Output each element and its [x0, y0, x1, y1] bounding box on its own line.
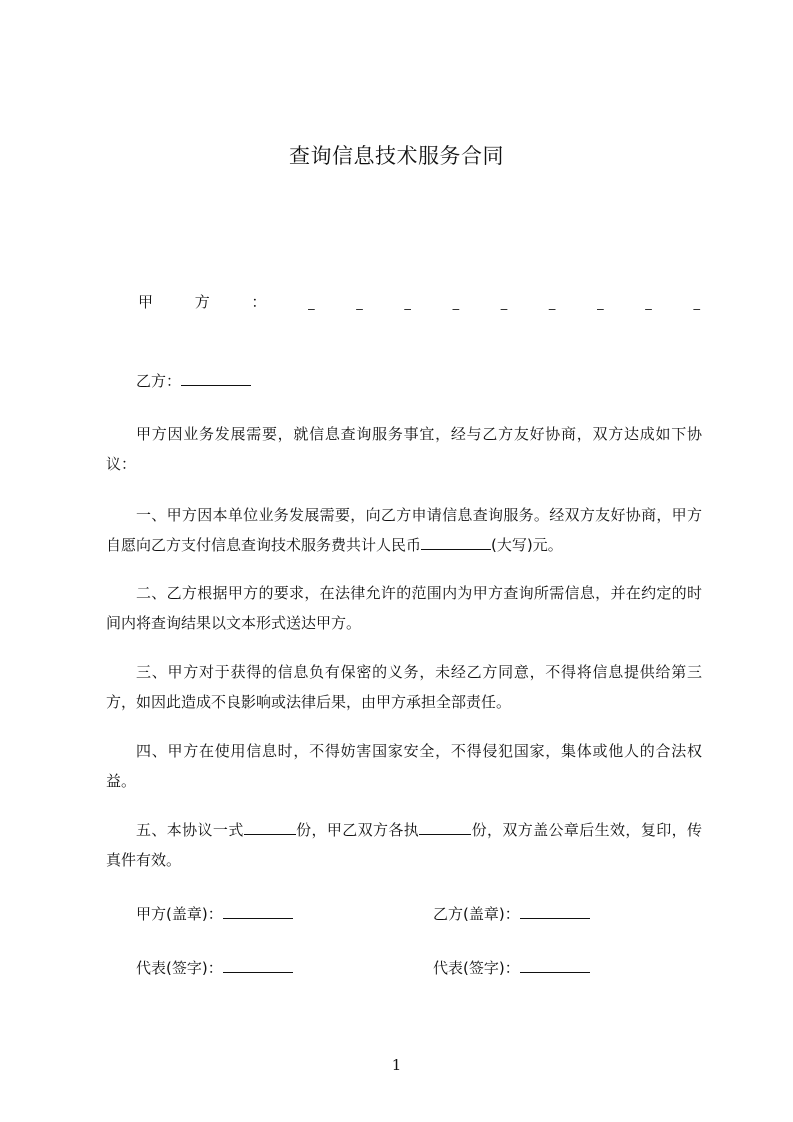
clause-5-part-2: 份，甲乙双方各执	[295, 821, 420, 839]
party-a-blank-dash: _	[693, 296, 700, 311]
party-a-line	[138, 290, 700, 316]
party-b-seal-label: 乙方(盖章)：	[433, 905, 520, 923]
party-a-blank-dash: _	[452, 296, 460, 311]
clause-3: 三、甲方对于获得的信息负有保密的义务，未经乙方同意，不得将信息提供给第三方，如因此造成不良影响或法律后果，由甲方承担全部责任。	[106, 663, 702, 711]
clause-1	[106, 500, 702, 560]
clause-1-text-after: (大写)元。	[491, 536, 563, 554]
party-a-blank-dash: _	[597, 296, 604, 311]
party-a-blank-dash: _	[356, 296, 363, 311]
party-a-seal-label: 甲方(盖章)：	[136, 905, 223, 923]
rep-b-sign-blank	[520, 958, 590, 973]
clause-5	[106, 815, 702, 875]
document-title: 查询信息技术服务合同	[289, 144, 504, 168]
party-a-seal-blank	[223, 904, 293, 919]
clause-5-part-3: 份，双方盖公章后生效，复印，传真件有效。	[106, 821, 702, 869]
intro-paragraph: 甲方因业务发展需要，就信息查询服务事宜，经与乙方友好协商，双方达成如下协议：	[106, 425, 702, 473]
party-a-blank-dash: _	[500, 296, 508, 311]
fee-amount-blank	[421, 535, 491, 550]
party-a-blank-dash: _	[548, 296, 556, 311]
party-a-blank-dash: _	[645, 296, 652, 311]
party-b-seal-line	[433, 902, 590, 926]
party-a-char-2: 方	[194, 293, 210, 311]
party-b-seal-blank	[520, 904, 590, 919]
party-a-blank-dash: _	[404, 296, 411, 311]
clause-1-text-before: 一、甲方因本单位业务发展需要，向乙方申请信息查询服务。经双方友好协商，甲方自愿向乙方支付信息查询技术服务费共计人民币	[106, 506, 702, 554]
rep-a-sign-line	[136, 956, 293, 980]
party-b-blank	[181, 371, 251, 386]
party-a-seal-line	[136, 902, 293, 926]
party-a-char-1: 甲	[138, 293, 154, 311]
rep-a-sign-blank	[223, 958, 293, 973]
rep-a-sign-label: 代表(签字)：	[136, 959, 223, 977]
copies-each-blank	[419, 820, 471, 835]
party-b-label: 乙方：	[136, 372, 182, 390]
clause-2: 二、乙方根据甲方的要求，在法律允许的范围内为甲方查询所需信息，并在约定的时间内将查询结果以文本形式送达甲方。	[106, 584, 702, 632]
rep-b-sign-line	[433, 956, 590, 980]
copies-total-blank	[244, 820, 296, 835]
page-number: 1	[391, 1056, 402, 1074]
party-a-blank-dash: _	[308, 296, 315, 311]
rep-b-sign-label: 代表(签字)：	[433, 959, 520, 977]
party-b-line	[136, 369, 251, 393]
clause-5-part-1: 五、本协议一式	[136, 821, 244, 839]
party-a-colon: ：	[251, 293, 267, 311]
clause-4: 四、甲方在使用信息时，不得妨害国家安全，不得侵犯国家，集体或他人的合法权益。	[106, 742, 702, 790]
